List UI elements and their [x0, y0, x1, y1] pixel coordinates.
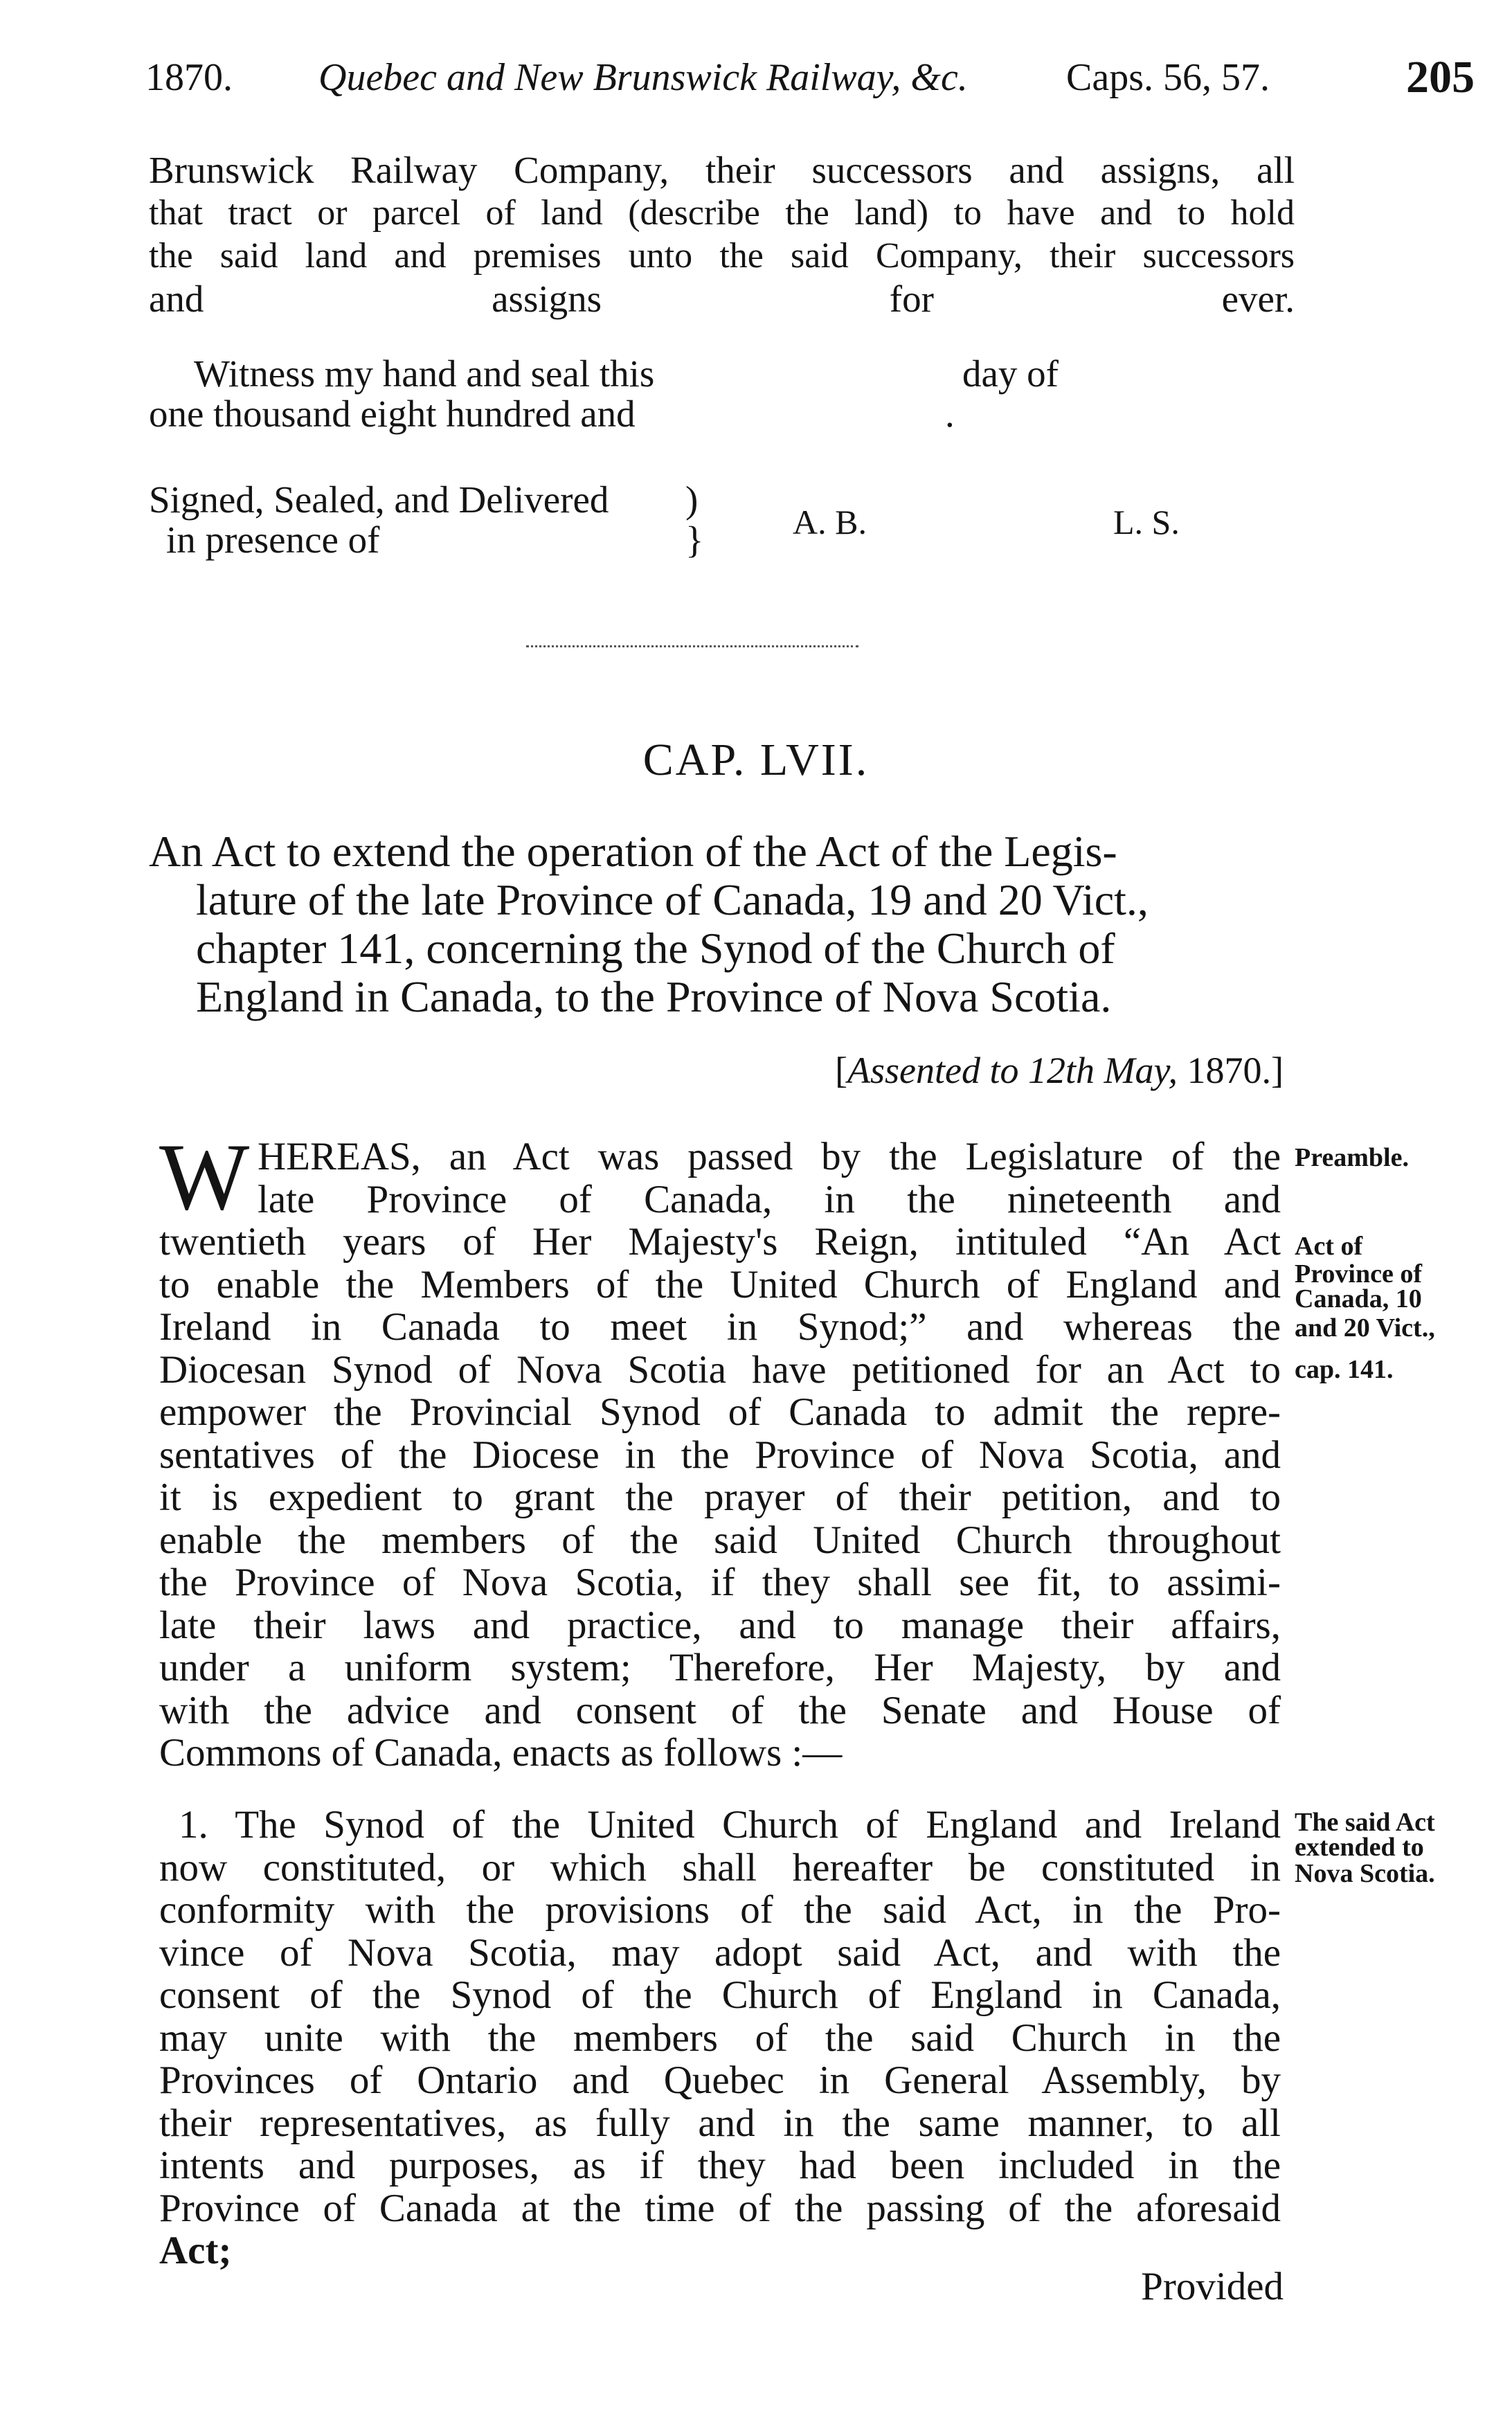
act-title-line: lature of the late Province of Canada, 19 and 20 Vict., — [196, 875, 1149, 924]
act-long-title — [149, 827, 1295, 1021]
continuation-line: that tract or parcel of land (describe the land) to have and to hold — [149, 193, 1295, 233]
signatory-initials: A. B. — [793, 503, 867, 541]
preamble-line: Diocesan Synod of Nova Scotia have petitioned for an Act to — [159, 1348, 1281, 1391]
witness-line-1-right: day of — [962, 352, 1059, 395]
signed-line: Signed, Sealed, and Delivered — [149, 478, 609, 521]
preamble-line: late their laws and practice, and to manage their affairs, — [159, 1604, 1281, 1646]
preamble-line: late Province of Canada, in the nineteenth and — [258, 1178, 1281, 1221]
continuation-line: Brunswick Railway Company, their successors and assigns, all — [149, 149, 1295, 191]
assent-bracket: [ — [835, 1050, 848, 1091]
preamble-line: under a uniform system; Therefore, Her Majesty, by and — [159, 1646, 1281, 1689]
witness-line-2-right: . — [945, 393, 955, 435]
assent-date — [835, 1049, 1284, 1092]
preamble-line: twentieth years of Her Majesty's Reign, intituled “An Act — [159, 1221, 1281, 1264]
continuation-paragraph — [149, 149, 1295, 321]
preamble-line: it is expedient to grant the prayer of their petition, and to — [159, 1476, 1281, 1519]
section-1-line: Provinces of Ontario and Quebec in General Assembly, by — [159, 2059, 1281, 2102]
preamble-line: Commons of Canada, enacts as follows :— — [159, 1732, 843, 1775]
act-title-line: chapter 141, concerning the Synod of the Church of — [196, 924, 1115, 973]
locus-sigilli: L. S. — [1113, 503, 1180, 541]
presence-line: in presence of — [166, 519, 380, 561]
section-1-line: Province of Canada at the time of the passing of the aforesaid — [159, 2187, 1281, 2229]
margin-note-province: Province of — [1295, 1259, 1422, 1289]
continuation-line: the said land and premises unto the said Company, their successors — [149, 236, 1295, 276]
preamble-line: HEREAS, an Act was passed by the Legislature of the — [258, 1135, 1281, 1178]
margin-note-cap: cap. 141. — [1295, 1355, 1394, 1384]
signature-brace-top: ) — [685, 478, 699, 521]
preamble-body — [159, 1221, 1281, 1775]
assent-year: 1870.] — [1187, 1050, 1284, 1091]
signature-brace-bottom: } — [685, 519, 704, 561]
section-1 — [159, 1804, 1281, 2272]
section-1-line: intents and purposes, as if they had been included in the — [159, 2144, 1281, 2187]
drop-cap: W — [159, 1124, 250, 1230]
preamble-first-lines — [258, 1135, 1281, 1221]
act-title-line: England in Canada, to the Province of Nova Scotia. — [196, 972, 1112, 1021]
preamble-line: enable the members of the said United Church throughout — [159, 1518, 1281, 1561]
witness-line-2-left: one thousand eight hundred and — [149, 393, 636, 435]
act-title-line: An Act to extend the operation of the Act of the Legis- — [149, 827, 1117, 876]
header-year: 1870. — [145, 56, 233, 99]
section-1-line: their representatives, as fully and in the same manner, to all — [159, 2101, 1281, 2144]
margin-note-canada: Canada, 10 — [1295, 1284, 1422, 1313]
preamble-line: empower the Provincial Synod of Canada to admit the repre- — [159, 1391, 1281, 1434]
section-1-line: now constituted, or which shall hereafter be constituted in — [159, 1846, 1281, 1889]
section-1-line: may unite with the members of the said Church in the — [159, 2016, 1281, 2059]
preamble-line: Ireland in Canada to meet in Synod;” and whereas the — [159, 1306, 1281, 1349]
margin-note-preamble: Preamble. — [1295, 1143, 1409, 1172]
preamble-line: sentatives of the Diocese in the Province of Nova Scotia, and — [159, 1433, 1281, 1476]
section-1-line: conformity with the provisions of the said Act, in the Pro- — [159, 1889, 1281, 1932]
preamble-line: with the advice and consent of the Senate and House of — [159, 1689, 1281, 1732]
margin-note-act-of: Act of — [1295, 1232, 1363, 1261]
section-1-line: 1. The Synod of the United Church of England and Ireland — [179, 1804, 1281, 1847]
section-1-line: consent of the Synod of the Church of England in Canada, — [159, 1974, 1281, 2017]
running-title: Quebec and New Brunswick Railway, &c. — [318, 56, 968, 99]
chapter-heading: CAP. LVII. — [642, 735, 870, 785]
margin-note-nova-scotia: Nova Scotia. — [1295, 1859, 1435, 1888]
section-1-line: Act; — [159, 2229, 232, 2272]
continuation-line: and assigns for ever. — [149, 278, 1295, 320]
section-divider — [526, 645, 858, 647]
margin-note-vict: and 20 Vict., — [1295, 1313, 1435, 1343]
preamble-line: to enable the Members of the United Church of England and — [159, 1263, 1281, 1306]
section-1-line: vince of Nova Scotia, may adopt said Act, and with the — [159, 1931, 1281, 1974]
margin-note-extended: extended to — [1295, 1833, 1424, 1862]
margin-note-said-act: The said Act — [1295, 1808, 1435, 1837]
header-caps: Caps. 56, 57. — [1066, 56, 1270, 99]
catchword: Provided — [1141, 2265, 1284, 2308]
assent-text: Assented to — [847, 1050, 1019, 1091]
page-number: 205 — [1406, 52, 1475, 102]
page-header — [145, 52, 1475, 118]
assent-month: May, — [1104, 1050, 1178, 1091]
preamble-line: the Province of Nova Scotia, if they shall see fit, to assimi- — [159, 1561, 1281, 1604]
witness-line-1-left: Witness my hand and seal this — [194, 352, 655, 395]
assent-day: 12th — [1028, 1050, 1095, 1091]
